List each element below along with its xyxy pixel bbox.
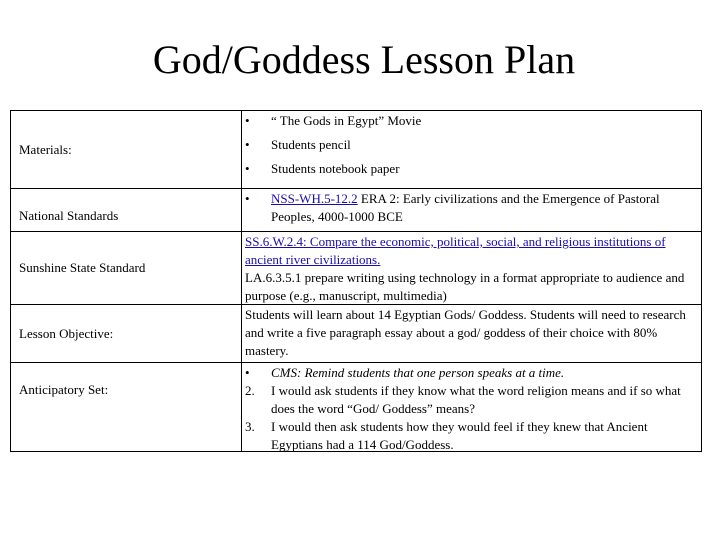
list-item <box>245 136 697 154</box>
page-title: God/Goddess Lesson Plan <box>152 37 576 82</box>
list-item <box>245 382 697 418</box>
lesson-plan-table <box>10 110 702 452</box>
list-item <box>245 160 697 178</box>
national-standards-label: National Standards <box>19 208 119 223</box>
row-label-cell <box>11 305 241 362</box>
list-item <box>245 112 697 130</box>
anticipatory-item-3: I would then ask students how they would feel if they knew that Ancient Egyptians had a 114 God/Goddess. <box>271 419 648 452</box>
ss-standard-link[interactable]: SS.6.W.2.4: Compare the economic, political, social, and religious institutions of ancient river civilizations. <box>245 234 666 267</box>
table-row-national-standards <box>11 189 701 232</box>
sunshine-standard-content <box>241 232 701 304</box>
list-item <box>245 364 697 382</box>
materials-label: Materials: <box>19 141 72 157</box>
nss-link[interactable]: NSS-WH.5-12.2 <box>271 191 358 206</box>
lesson-objective-text: Students will learn about 14 Egyptian Gods/ Goddess. Students will need to research and write a five paragraph essay about a god/ goddess of their choice with 80% mastery. <box>245 307 686 358</box>
row-label-cell <box>11 232 241 304</box>
bullet-icon: • <box>245 161 250 176</box>
bullet-icon: • <box>245 365 250 380</box>
bullet-icon: • <box>245 113 250 128</box>
national-standards-content <box>241 189 701 231</box>
materials-item-2: Students pencil <box>271 137 351 152</box>
list-number: 3. <box>245 419 255 434</box>
table-row-lesson-objective <box>11 305 701 363</box>
lesson-objective-label: Lesson Objective: <box>19 325 114 341</box>
lesson-objective-content <box>241 305 701 362</box>
table-row-materials <box>11 111 701 189</box>
anticipatory-item-2: I would ask students if they know what the word religion means and if so what does the word “God/ Goddess” means? <box>271 383 681 416</box>
row-label-cell <box>11 189 241 231</box>
materials-content <box>241 111 701 188</box>
anticipatory-set-content <box>241 363 701 451</box>
bullet-icon: • <box>245 137 250 152</box>
row-label-cell <box>11 363 241 451</box>
table-row-sunshine-state-standard <box>11 232 701 305</box>
bullet-icon: • <box>245 191 250 206</box>
row-label-cell <box>11 111 241 188</box>
list-number: 2. <box>245 383 255 398</box>
list-item <box>245 190 697 226</box>
cms-reminder: CMS: Remind students that one person speaks at a time. <box>271 365 565 380</box>
materials-item-3: Students notebook paper <box>271 161 400 176</box>
list-item <box>245 418 697 454</box>
materials-item-1: “ The Gods in Egypt” Movie <box>271 113 422 128</box>
la-standard-text: LA.6.3.5.1 prepare writing using technology in a format appropriate to audience and purpose (e.g., manuscript, multimedia) <box>245 270 685 303</box>
table-row-anticipatory-set <box>11 363 701 452</box>
national-standards-text: ERA 2: Early civilizations and the Emergence of Pastoral Peoples, 4000-1000 BCE <box>271 191 660 224</box>
anticipatory-set-label: Anticipatory Set: <box>19 382 109 397</box>
sunshine-standard-label: Sunshine State Standard <box>19 260 146 275</box>
